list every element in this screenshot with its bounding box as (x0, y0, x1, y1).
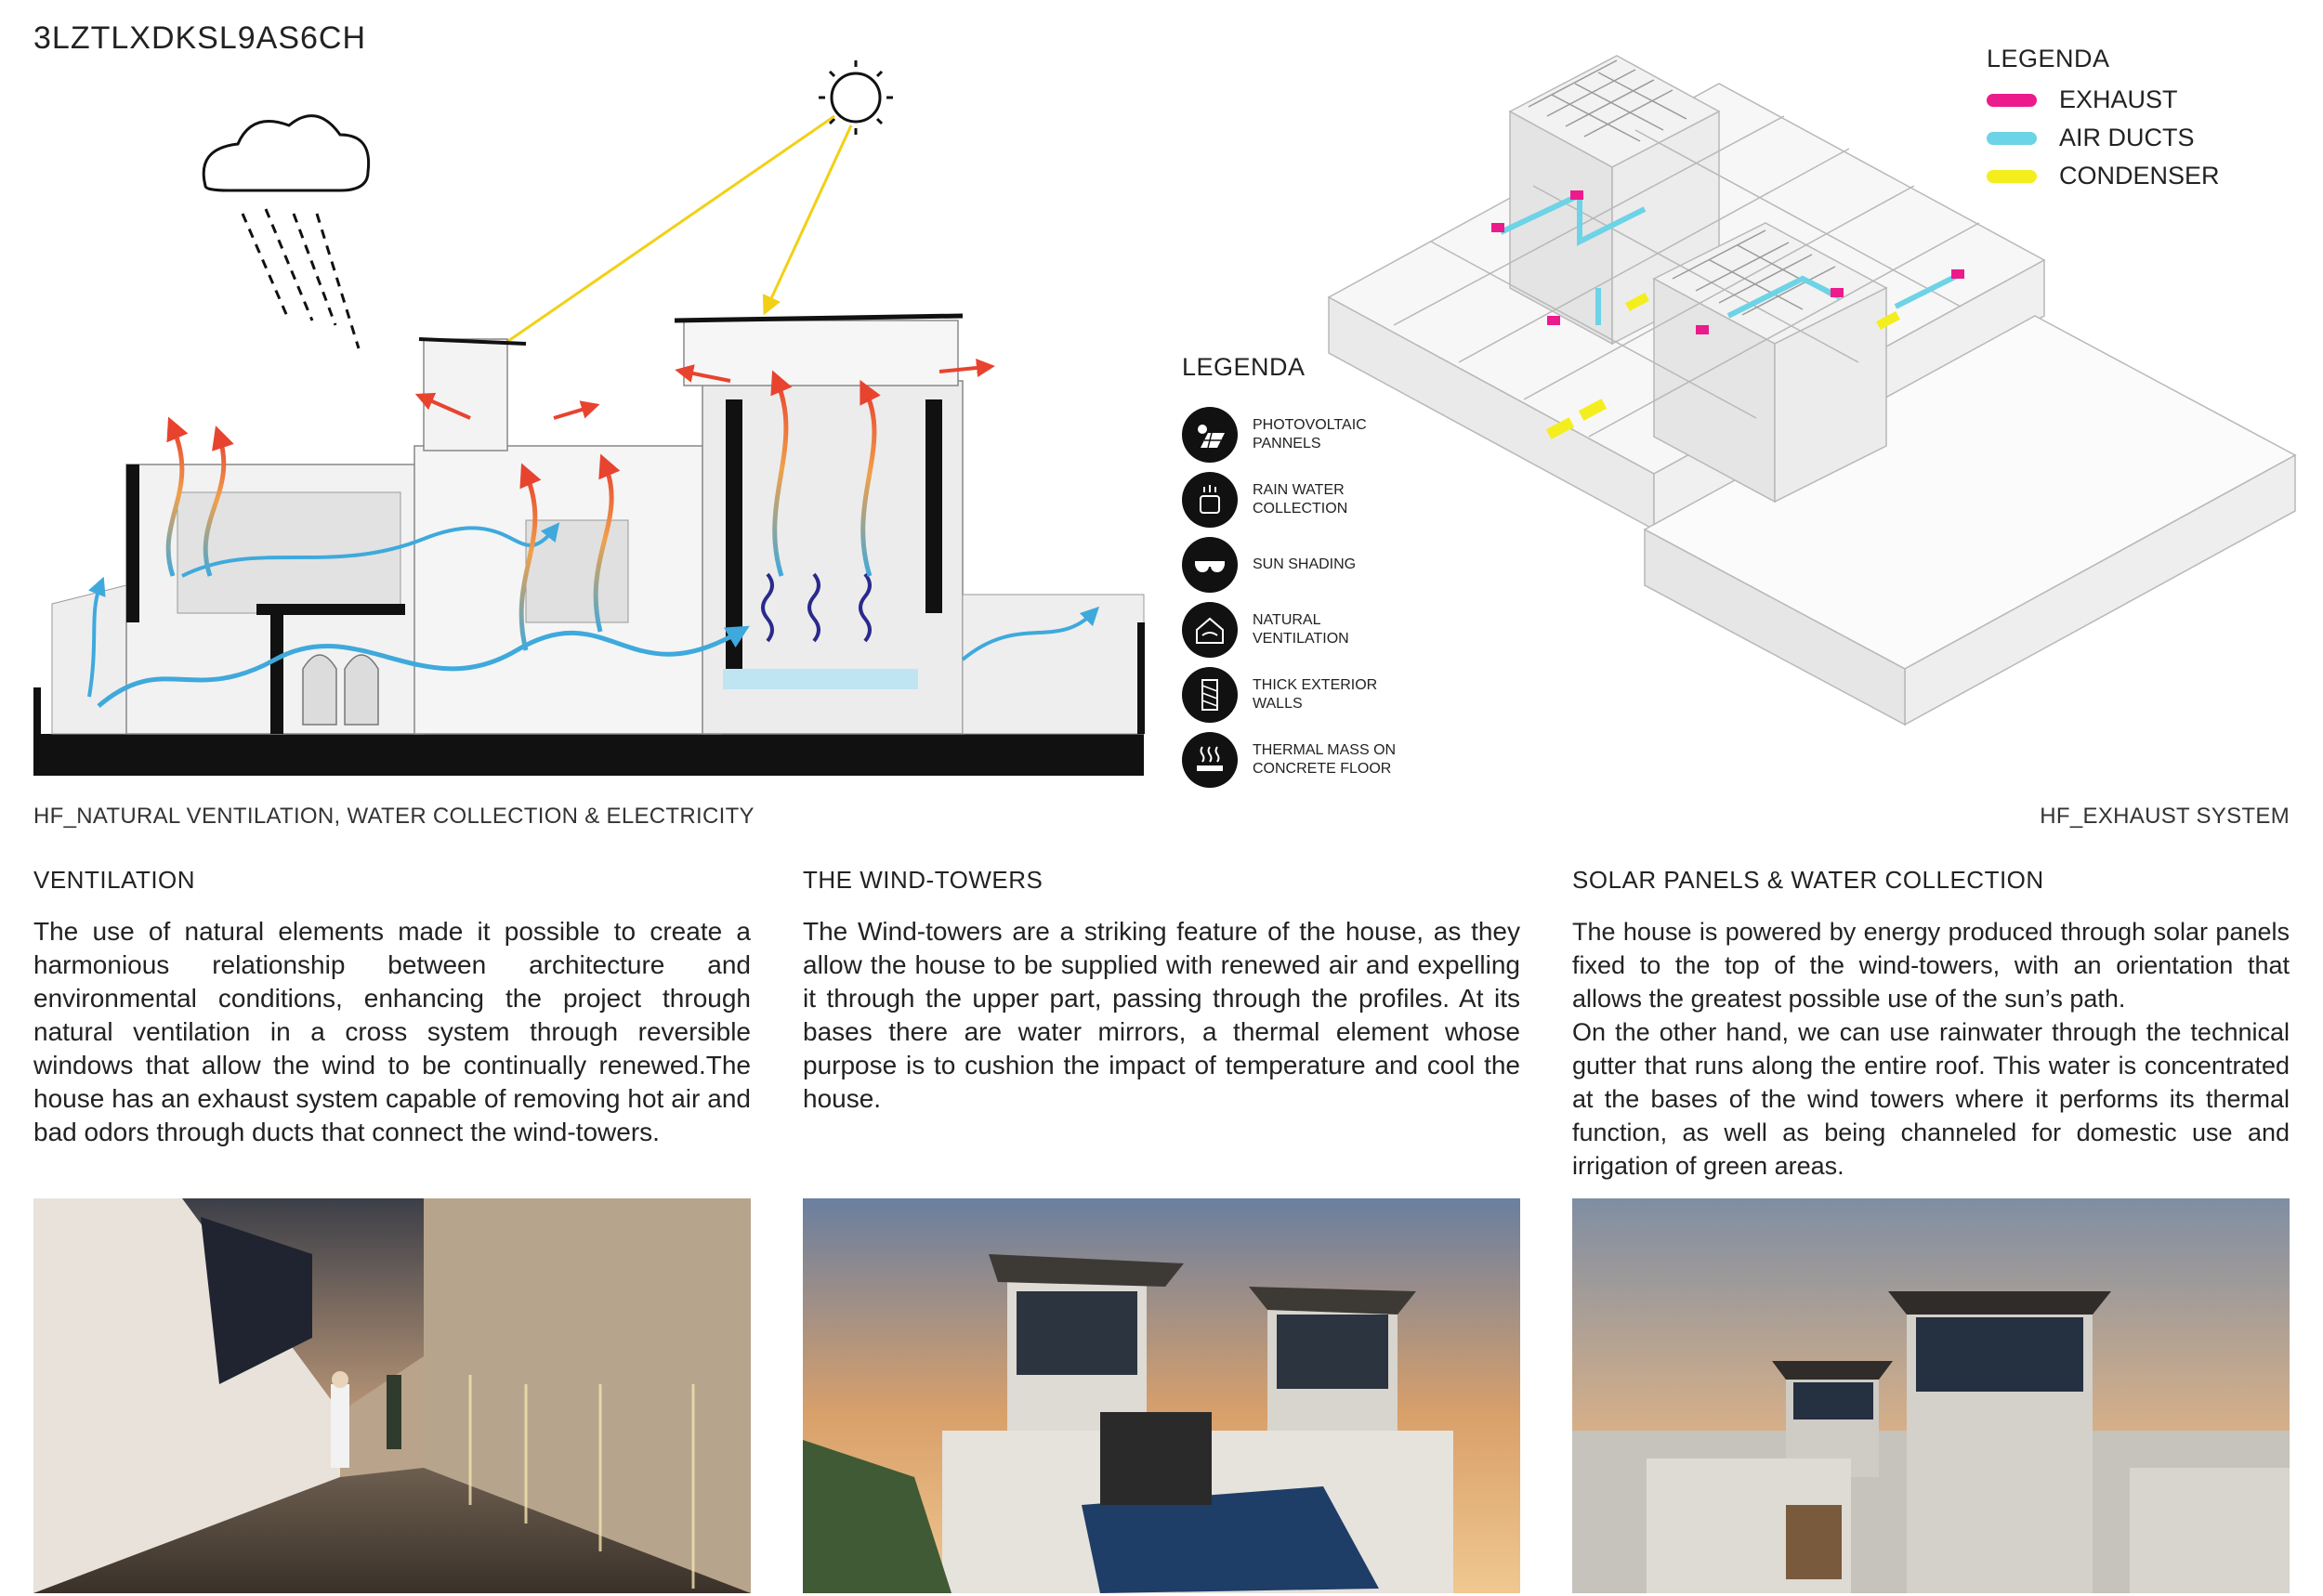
column-paragraph: On the other hand, we can use rainwater through the technical gutter that runs along the entire roof. This water is concentrated at the bases of the wind towers where it performs its thermal function, as well as being channeled for domestic use and irrigation of green areas. (1572, 1018, 2290, 1180)
color-legend-title: LEGENDA (1987, 45, 2110, 72)
column-paragraph: The use of natural elements made it possible to create a harmonious relationship between architecture and environmental conditions, enhancing the project through natural ventilation in a cross system through reversible windows that allow the wind to be continually renewed.The house has an exhaust system capable of removing hot air and bad odors through ducts that connect the wind-towers. (33, 917, 751, 1146)
color-swatch (1987, 94, 2037, 107)
icon-legend-label: SUN SHADING (1253, 556, 1357, 572)
thermal-mass-icon (1182, 732, 1238, 788)
column-paragraph: The Wind-towers are a striking feature of the house, as they allow the house to be supplied with renewed air and expelling it through the upper part, passing through the profiles. At its bases there are water mirrors, a thermal element whose purpose is to cushion the impact of temperature and cool the house. (803, 917, 1520, 1113)
natural-ventilation-icon (1182, 602, 1238, 658)
exhaust-arrow (554, 407, 591, 418)
color-legend-label: AIR DUCTS (2059, 124, 2195, 151)
icon-legend-label: NATURAL VENTILATION (1253, 612, 1349, 647)
house-section (33, 316, 1145, 734)
render-solar-panels (1572, 1198, 2290, 1593)
column-title: VENTILATION (33, 866, 196, 894)
color-swatch (1987, 132, 2037, 145)
column-wind-towers (803, 866, 1520, 1116)
photovoltaic-icon (1182, 407, 1238, 463)
icon-legend-label: PHOTOVOLTAIC PANNELS (1253, 417, 1367, 451)
icon-legend-label: THICK EXTERIOR WALLS (1253, 677, 1378, 712)
ground-slab (33, 734, 1144, 776)
ventilation-section-diagram (33, 56, 1148, 790)
column-title: SOLAR PANELS & WATER COLLECTION (1572, 866, 2044, 894)
document-id: 3LZTLXDKSL9AS6CH (33, 20, 367, 56)
column-ventilation (33, 866, 751, 1149)
color-legend-item (1987, 157, 2220, 195)
render-courtyard-corridor (33, 1198, 751, 1593)
rain-icon (243, 209, 359, 348)
color-legend-label: EXHAUST (2059, 85, 2178, 113)
color-swatch (1987, 170, 2037, 183)
color-legend-label: CONDENSER (2059, 162, 2220, 190)
column-body (33, 915, 751, 1149)
render-wind-towers (803, 1198, 1520, 1593)
column-solar-water (1572, 866, 2290, 1183)
column-paragraph: The house is powered by energy produced through solar panels fixed to the top of the wind-towers, with an orientation that allows the greatest possible use of the sun’s path. (1572, 918, 2290, 1013)
rain-water-icon (1182, 472, 1238, 528)
thick-walls-icon (1182, 667, 1238, 723)
column-body (1572, 915, 2290, 1183)
cloud-icon (203, 116, 368, 190)
icon-legend-label: THERMAL MASS ON CONCRETE FLOOR (1253, 742, 1397, 777)
color-legend-item (1987, 81, 2220, 119)
section-caption-right: HF_EXHAUST SYSTEM (2040, 804, 2290, 829)
color-legend-item (1987, 119, 2220, 157)
column-body (803, 915, 1520, 1116)
sun-shading-icon (1182, 537, 1238, 593)
icon-legend-title: LEGENDA (1182, 353, 1306, 381)
column-title: THE WIND-TOWERS (803, 866, 1043, 894)
color-legend (1987, 45, 2220, 195)
sun-icon (819, 60, 893, 135)
section-caption-left: HF_NATURAL VENTILATION, WATER COLLECTION & ELECTRICITY (33, 804, 755, 829)
icon-legend-label: RAIN WATER COLLECTION (1253, 482, 1348, 517)
